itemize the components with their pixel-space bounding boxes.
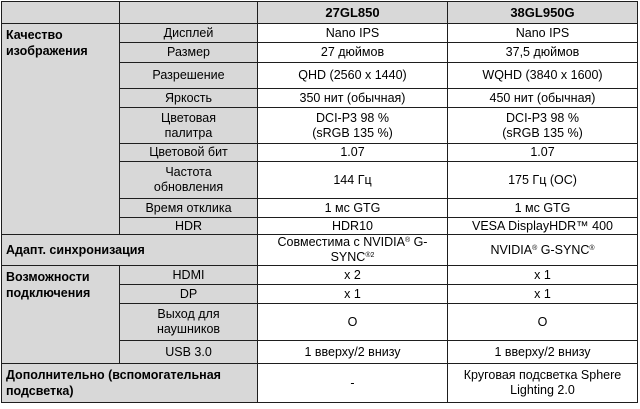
header-row [2, 2, 638, 24]
cell-brightness-a: 350 нит (обычная) [258, 89, 448, 108]
cell-sync-a-gsync: G-SYNC [330, 235, 428, 264]
row-label-refresh-line1: Частота [165, 165, 212, 179]
cell-sync-a [258, 235, 448, 266]
cell-display-a: Nano IPS [258, 24, 448, 43]
cell-display-b: Nano IPS [448, 24, 638, 43]
row-label-refresh [120, 162, 258, 199]
row-label-headphone [120, 304, 258, 341]
table-row [2, 235, 638, 266]
registered-mark: ® [404, 237, 411, 244]
cell-dp-b: x 1 [448, 285, 638, 304]
cell-refresh-a: 144 Гц [258, 162, 448, 199]
row-label-size: Размер [120, 43, 258, 63]
cell-resolution-b: WQHD (3840 x 1600) [448, 63, 638, 89]
row-label-display: Дисплей [120, 24, 258, 43]
cell-resolution-a: QHD (2560 x 1440) [258, 63, 448, 89]
row-label-refresh-line2: обновления [153, 180, 224, 194]
row-label-brightness: Яркость [120, 89, 258, 108]
cell-color-bit-b: 1.07 [448, 144, 638, 162]
row-label-response: Время отклика [120, 199, 258, 218]
cell-gamut-a [258, 108, 448, 144]
cell-hdmi-a: x 2 [258, 266, 448, 285]
cell-sync-a-text: Совместима с NVIDIA [277, 235, 405, 249]
registered-mark: ® [589, 244, 595, 252]
cell-refresh-b: 175 Гц (OC) [448, 162, 638, 199]
row-label-gamut-line2: палитра [164, 125, 213, 140]
corner-cell [2, 2, 120, 24]
cell-size-a: 27 дюймов [258, 43, 448, 63]
cell-headphone-a: O [258, 304, 448, 341]
comparison-table [1, 1, 638, 403]
row-label-resolution: Разрешение [120, 63, 258, 89]
cell-brightness-b: 450 нит (обычная) [448, 89, 638, 108]
cell-lighting-a: - [258, 364, 448, 403]
registered-mark: ® [532, 244, 538, 252]
cell-sync-b-text: NVIDIA [490, 242, 533, 257]
section-connectivity: Возможности подключения [2, 266, 120, 364]
cell-size-b: 37,5 дюймов [448, 43, 638, 63]
footnote-mark: ®2 [365, 252, 375, 259]
cell-response-a: 1 мс GTG [258, 199, 448, 218]
cell-gamut-b [448, 108, 638, 144]
cell-headphone-b: O [448, 304, 638, 341]
table-row [2, 364, 638, 403]
row-label-dp: DP [120, 285, 258, 304]
cell-gamut-b-line2: (sRGB 135 %) [502, 125, 583, 140]
table-row [2, 266, 638, 285]
cell-response-b: 1 мс GTG [448, 199, 638, 218]
row-label-headphone-line2: наушников [156, 322, 221, 336]
cell-gamut-a-line1: DCI-P3 98 % [316, 110, 389, 125]
cell-dp-a: x 1 [258, 285, 448, 304]
model-a-header: 27GL850 [258, 2, 448, 24]
cell-gamut-b-line1: DCI-P3 98 % [506, 110, 579, 125]
cell-sync-b-gsync: G-SYNC [537, 242, 590, 257]
row-label-hdmi: HDMI [120, 266, 258, 285]
cell-usb-a: 1 вверху/2 внизу [258, 341, 448, 364]
row-label-color-bit: Цветовой бит [120, 144, 258, 162]
row-label-usb: USB 3.0 [120, 341, 258, 364]
cell-lighting-b-line1: Круговая подсветка Sphere [463, 368, 622, 382]
cell-lighting-b [448, 364, 638, 403]
cell-hdr-b: VESA DisplayHDR™ 400 [448, 218, 638, 235]
cell-hdr-a: HDR10 [258, 218, 448, 235]
row-label-hdr: HDR [120, 218, 258, 235]
cell-gamut-a-line2: (sRGB 135 %) [312, 125, 393, 140]
cell-lighting-b-line2: Lighting 2.0 [510, 383, 575, 397]
cell-usb-b: 1 вверху/2 внизу [448, 341, 638, 364]
row-label-gamut-line1: Цветовая [160, 110, 217, 125]
section-adaptive-sync: Адапт. синхронизация [2, 235, 258, 266]
table-row [2, 24, 638, 43]
cell-hdmi-b: x 1 [448, 266, 638, 285]
row-label-gamut [120, 108, 258, 144]
cell-color-bit-a: 1.07 [258, 144, 448, 162]
cell-sync-b [448, 235, 638, 266]
section-additional: Дополнительно (вспомогательная подсветка) [2, 364, 258, 403]
corner-cell-2 [120, 2, 258, 24]
section-image-quality: Качество изображения [2, 24, 120, 235]
model-b-header: 38GL950G [448, 2, 638, 24]
row-label-headphone-line1: Выход для [157, 307, 220, 321]
